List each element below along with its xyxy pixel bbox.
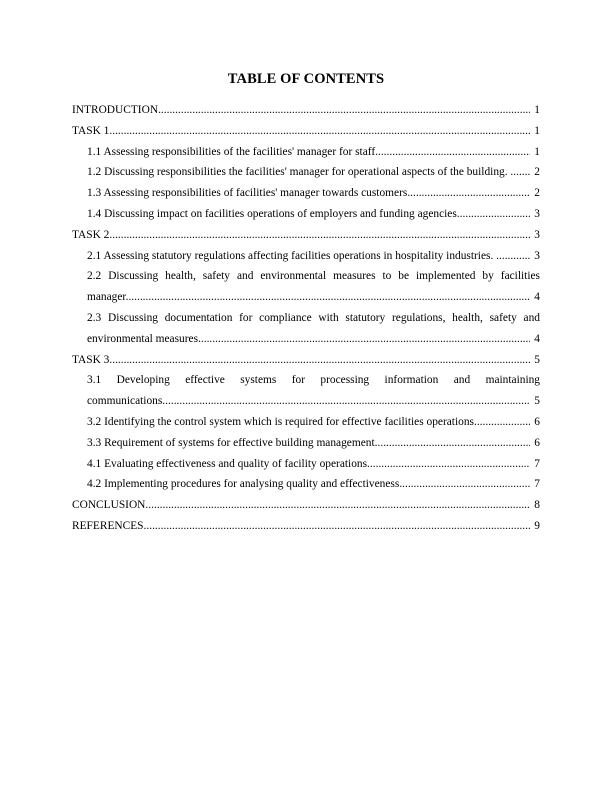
toc-title: TABLE OF CONTENTS: [227, 71, 385, 87]
toc-entry-3-3[interactable]: [72, 433, 540, 454]
toc-entry-3-1[interactable]: [72, 370, 540, 412]
toc-entry-continuation: [72, 391, 540, 412]
toc-entry-label: INTRODUCTION .....: [72, 100, 530, 121]
toc-entry-label: 3.1 Developing effective systems for processing information and maintaining: [87, 374, 540, 387]
toc-page-number: 1: [530, 142, 540, 163]
toc-page-number: 9: [530, 516, 540, 537]
toc-entry-continuation: [72, 287, 540, 308]
toc-entry-label: TASK 2 .....: [72, 225, 530, 246]
toc-entry-label: 2.3 Discussing documentation for compliance with statutory regulations, health, safety and: [87, 311, 540, 324]
toc-entry-continuation: [72, 329, 540, 350]
toc-entry-4-2[interactable]: [72, 474, 540, 495]
toc-entry-label: 1.3 Assessing responsibilities of facilities' manager towards customers .....: [87, 183, 530, 204]
toc-page-number: 2: [530, 183, 540, 204]
toc-page-number: 1: [530, 121, 540, 142]
toc-list: [72, 100, 540, 537]
toc-entry-label: 4.2 Implementing procedures for analysing quality and effectiveness .....: [87, 474, 530, 495]
toc-entry-4-1[interactable]: [72, 454, 540, 475]
toc-entry-1-3[interactable]: [72, 183, 540, 204]
toc-page-number: 4: [530, 287, 540, 308]
toc-entry-label: TASK 1 .....: [72, 121, 530, 142]
toc-entry-task-2[interactable]: [72, 225, 540, 246]
toc-entry-label: 3.2 Identifying the control system which is required for effective facilities operations .....: [87, 412, 530, 433]
toc-entry-label: REFERENCES .....: [72, 516, 530, 537]
toc-entry-label: 2.2 Discussing health, safety and environmental measures to be implemented by facilities: [87, 270, 540, 283]
toc-page-number: 3: [530, 246, 540, 267]
toc-page-number: 1: [530, 100, 540, 121]
toc-page-number: 8: [530, 495, 540, 516]
toc-entry-1-1[interactable]: [72, 142, 540, 163]
toc-entry-label: 1.4 Discussing impact on facilities operations of employers and funding agencies .....: [87, 204, 530, 225]
toc-entry-1-2[interactable]: [72, 162, 540, 183]
toc-page-number: 5: [530, 350, 540, 371]
toc-entry-label: TASK 3 .....: [72, 350, 530, 371]
toc-page-number: 3: [530, 204, 540, 225]
toc-entry-label: 1.2 Discussing responsibilities the facilities' manager for operational aspects of the building. .....: [87, 162, 530, 183]
toc-page-number: 5: [530, 391, 540, 412]
toc-page-number: 7: [530, 474, 540, 495]
toc-entry-2-1[interactable]: [72, 246, 540, 267]
toc-entry-3-2[interactable]: [72, 412, 540, 433]
toc-page-number: 3: [530, 225, 540, 246]
toc-entry-label-continued: manager .....: [87, 287, 530, 308]
toc-entry-label: 1.1 Assessing responsibilities of the facilities' manager for staff .....: [87, 142, 530, 163]
toc-entry-conclusion[interactable]: [72, 495, 540, 516]
toc-entry-label: 4.1 Evaluating effectiveness and quality of facility operations .....: [87, 454, 530, 475]
toc-entry-label: 3.3 Requirement of systems for effective building management .....: [87, 433, 530, 454]
toc-entry-task-3[interactable]: [72, 350, 540, 371]
toc-page-number: 2: [530, 162, 540, 183]
toc-entry-introduction[interactable]: [72, 100, 540, 121]
toc-entry-label-continued: environmental measures .....: [87, 329, 530, 350]
toc-page-number: 6: [530, 412, 540, 433]
toc-entry-1-4[interactable]: [72, 204, 540, 225]
toc-entry-task-1[interactable]: [72, 121, 540, 142]
toc-entry-label: 2.1 Assessing statutory regulations affecting facilities operations in hospitality industries. .....: [87, 246, 530, 267]
toc-page-number: 6: [530, 433, 540, 454]
toc-entry-label-continued: communications .....: [87, 391, 530, 412]
toc-page-number: 4: [530, 329, 540, 350]
toc-entry-2-3[interactable]: [72, 308, 540, 350]
toc-page-number: 7: [530, 454, 540, 475]
toc-entry-references[interactable]: [72, 516, 540, 537]
toc-entry-label: CONCLUSION .....: [72, 495, 530, 516]
toc-entry-2-2[interactable]: [72, 266, 540, 308]
